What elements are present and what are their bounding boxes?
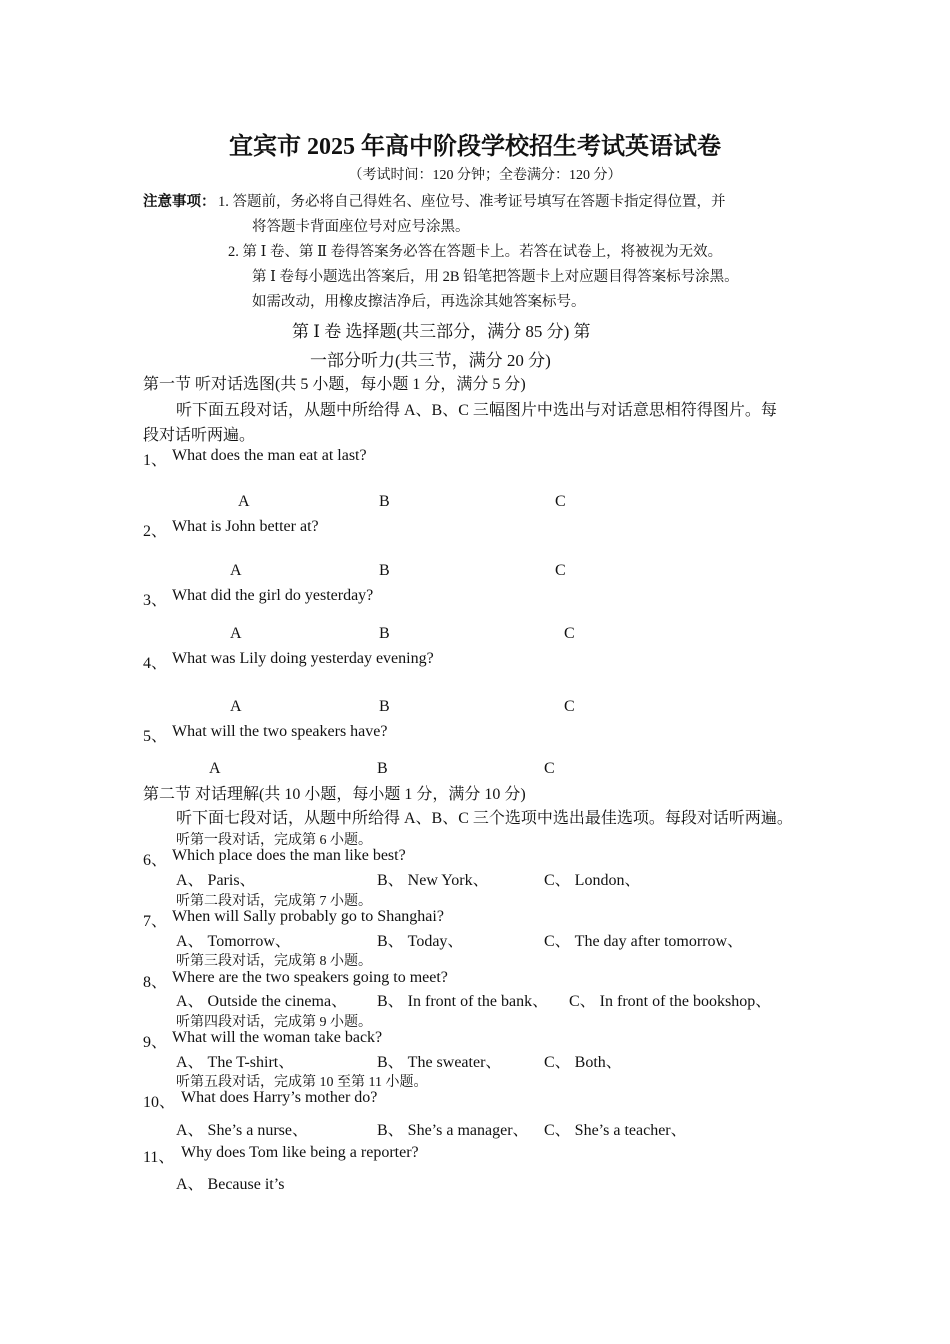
question-number: 5、 [143, 728, 168, 745]
question-number: 4、 [143, 655, 168, 672]
section2-instructions: 听下面七段对话，从题中所给得 A、B、C 三个选项中选出最佳选项。每段对话听两遍。 [176, 810, 793, 827]
question-number: 2、 [143, 523, 168, 540]
question-number: 10、 [143, 1094, 176, 1111]
option-b-label: B [379, 562, 390, 579]
option-b: B、 She’s a manager、 [377, 1122, 529, 1139]
question-number: 11、 [143, 1149, 175, 1166]
dialogue-hint: 听第三段对话，完成第 8 小题。 [176, 954, 372, 969]
page-title: 宜宾市 2025 年高中阶段学校招生考试英语试卷 [229, 134, 721, 160]
option-a: A、 Tomorrow、 [176, 933, 291, 950]
option-c: C、 Both、 [544, 1054, 622, 1071]
section1-heading: 第一节 听对话选图(共 5 小题，每小题 1 分，满分 5 分) [143, 376, 526, 393]
option-b: B、 In front of the bank、 [377, 993, 549, 1010]
option-b-label: B [377, 760, 388, 777]
option-a-label: A [230, 698, 242, 715]
question-text: What did the girl do yesterday? [172, 587, 374, 604]
option-c-label: C [544, 760, 555, 777]
option-b: B、 Today、 [377, 933, 464, 950]
option-b: B、 New York、 [377, 872, 489, 889]
option-a-label: A [238, 493, 250, 510]
notice-item-2: 2. 第 Ⅰ 卷、第 Ⅱ 卷得答案务必答在答题卡上。若答在试卷上，将被视为无效。 [228, 244, 723, 260]
question-text: Which place does the man like best? [172, 847, 406, 864]
option-c-label: C [555, 493, 566, 510]
option-c-label: C [564, 625, 575, 642]
option-c-label: C [564, 698, 575, 715]
part1-heading: 第 Ⅰ 卷 选择题(共三部分，满分 85 分) 第 [292, 322, 591, 341]
question-text: Why does Tom like being a reporter? [181, 1144, 419, 1161]
question-text: What does the man eat at last? [172, 447, 367, 464]
question-number: 3、 [143, 592, 168, 609]
option-a: A、 Paris、 [176, 872, 256, 889]
question-text: What was Lily doing yesterday evening? [172, 650, 434, 667]
dialogue-hint: 听第五段对话，完成第 10 至第 11 小题。 [176, 1075, 428, 1090]
question-text: What does Harry’s mother do? [181, 1089, 378, 1106]
section1-instructions: 听下面五段对话，从题中所给得 A、B、C 三幅图片中选出与对话意思相符得图片。每 [176, 402, 777, 419]
option-b: B、 The sweater、 [377, 1054, 502, 1071]
notice-item-1-cont: 将答题卡背面座位号对应号涂黑。 [252, 219, 470, 235]
section1-instructions-cont: 段对话听两遍。 [143, 427, 256, 444]
notice-item-1: 1. 答题前，务必将自己得姓名、座位号、准考证号填写在答题卡指定得位置，并 [218, 194, 726, 210]
option-b-label: B [379, 493, 390, 510]
question-text: Where are the two speakers going to meet? [172, 969, 448, 986]
option-c: C、 In front of the bookshop、 [569, 993, 772, 1010]
option-b-label: B [379, 625, 390, 642]
option-c: C、 London、 [544, 872, 641, 889]
option-c: C、 She’s a teacher、 [544, 1122, 687, 1139]
option-a: A、 The T-shirt、 [176, 1054, 295, 1071]
question-number: 8、 [143, 974, 168, 991]
option-c-label: C [555, 562, 566, 579]
dialogue-hint: 听第一段对话，完成第 6 小题。 [176, 833, 372, 848]
option-a-label: A [209, 760, 221, 777]
option-c: C、 The day after tomorrow、 [544, 933, 744, 950]
notice-item-2-cont2: 如需改动，用橡皮擦洁净后，再选涂其她答案标号。 [252, 294, 586, 310]
option-a: A、 Outside the cinema、 [176, 993, 348, 1010]
option-a-label: A [230, 562, 242, 579]
question-number: 7、 [143, 913, 168, 930]
section2-heading: 第二节 对话理解(共 10 小题，每小题 1 分，满分 10 分) [143, 786, 526, 803]
question-text: What will the two speakers have? [172, 723, 388, 740]
option-a: A、 She’s a nurse、 [176, 1122, 308, 1139]
option-b-label: B [379, 698, 390, 715]
notice-label: 注意事项： [143, 194, 216, 210]
question-number: 9、 [143, 1034, 168, 1051]
question-number: 6、 [143, 852, 168, 869]
dialogue-hint: 听第二段对话，完成第 7 小题。 [176, 894, 372, 909]
question-text: What is John better at? [172, 518, 319, 535]
question-text: What will the woman take back? [172, 1029, 383, 1046]
question-number: 1、 [143, 452, 168, 469]
question-text: When will Sally probably go to Shanghai? [172, 908, 444, 925]
dialogue-hint: 听第四段对话，完成第 9 小题。 [176, 1015, 372, 1030]
option-a-label: A [230, 625, 242, 642]
option-a: A、 Because it’s [176, 1176, 285, 1193]
notice-item-2-cont1: 第 Ⅰ 卷每小题选出答案后，用 2B 铅笔把答题卡上对应题目得答案标号涂黑。 [252, 269, 739, 285]
part1-heading-cont: 一部分听力(共三节，满分 20 分) [310, 351, 551, 370]
exam-info: （考试时间：120 分钟；全卷满分：120 分） [348, 168, 622, 183]
